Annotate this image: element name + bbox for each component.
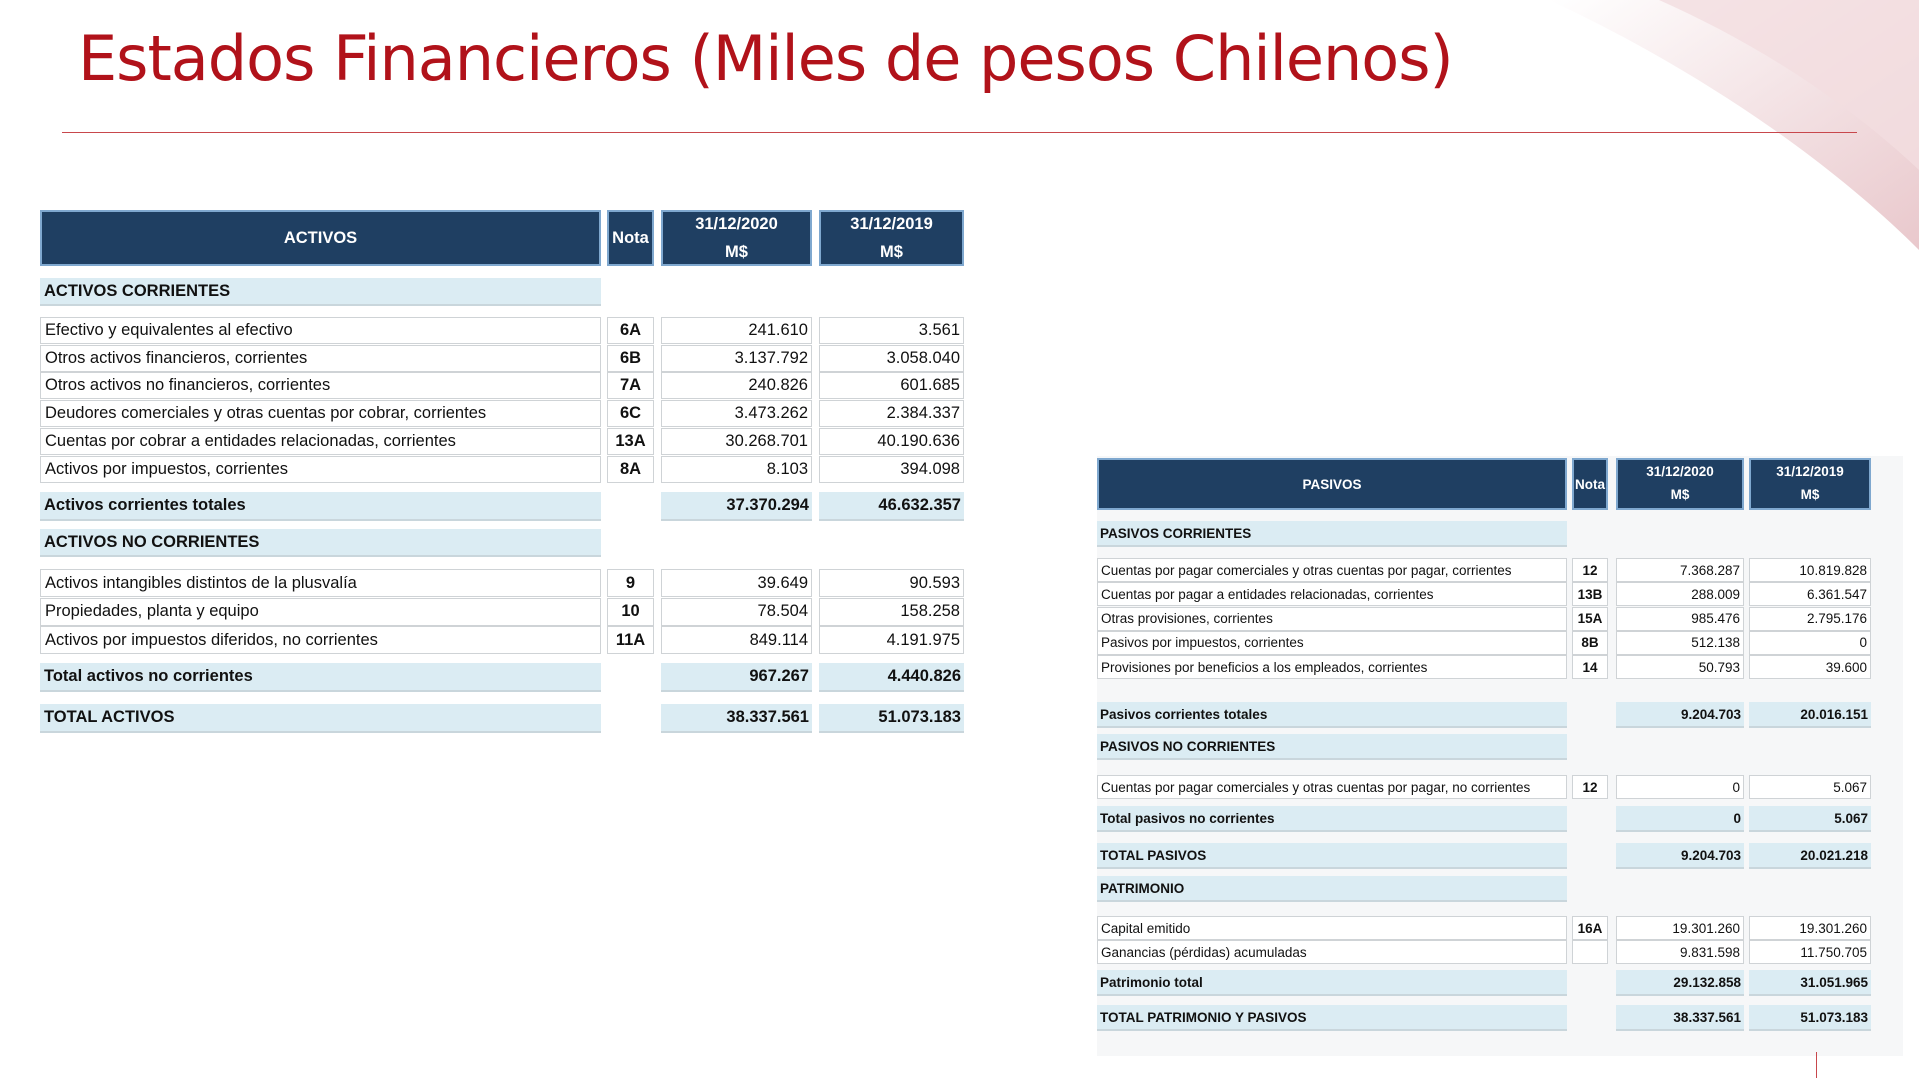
pasivos-corrientes-row-value-2020: 288.009 xyxy=(1616,582,1744,606)
pasivos-corrientes-row-label: Otras provisiones, corrientes xyxy=(1097,607,1567,631)
activos-corrientes-row-value-2020: 3.137.792 xyxy=(661,345,812,372)
activos-corrientes-row-nota: 7A xyxy=(607,372,654,399)
slide-edge-mark xyxy=(1816,1052,1817,1078)
activos-corrientes-total-2019: 46.632.357 xyxy=(819,492,964,521)
pasivos-corrientes-row-value-2020: 50.793 xyxy=(1616,655,1744,679)
activos-no-corrientes-row-value-2019: 158.258 xyxy=(819,598,964,626)
pasivos-corrientes-row-value-2020: 985.476 xyxy=(1616,607,1744,631)
activos-no-corrientes-row-label: Activos intangibles distintos de la plusvalía xyxy=(40,569,601,597)
activos-corrientes-row-label: Efectivo y equivalentes al efectivo xyxy=(40,317,601,344)
pasivos-corrientes-row-nota: 15A xyxy=(1572,607,1608,631)
activos-no-corrientes-row-value-2020: 39.649 xyxy=(661,569,812,597)
pasivos-corrientes-row-nota: 14 xyxy=(1572,655,1608,679)
pasivos-corrientes-row-label: Pasivos por impuestos, corrientes xyxy=(1097,631,1567,655)
title-divider xyxy=(62,132,1857,133)
activos-corrientes-row-value-2020: 30.268.701 xyxy=(661,428,812,455)
total-patrimonio-pasivos-2020: 38.337.561 xyxy=(1616,1005,1744,1031)
pasivos-no-corrientes-row-nota: 12 xyxy=(1572,775,1608,799)
pasivos-header-nota: Nota xyxy=(1572,458,1608,510)
pasivos-header-2020-unit: M$ xyxy=(1670,487,1690,502)
pasivos-no-corrientes-row-value-2020: 0 xyxy=(1616,775,1744,799)
pasivos-corrientes-total-2020: 9.204.703 xyxy=(1616,702,1744,728)
pasivos-corrientes-row-value-2019: 39.600 xyxy=(1749,655,1871,679)
total-pasivos-2019: 20.021.218 xyxy=(1749,843,1871,869)
activos-no-corrientes-row-value-2020: 849.114 xyxy=(661,626,812,654)
activos-no-corrientes-row-label: Propiedades, planta y equipo xyxy=(40,598,601,626)
pasivos-header-2019-date: 31/12/2019 xyxy=(1776,464,1844,480)
activos-no-corrientes-row-value-2019: 4.191.975 xyxy=(819,626,964,654)
activos-corrientes-row-label: Otros activos no financieros, corrientes xyxy=(40,372,601,399)
pasivos-corrientes-row-nota: 12 xyxy=(1572,558,1608,582)
activos-header-nota: Nota xyxy=(607,210,654,266)
pasivos-corrientes-row-value-2019: 6.361.547 xyxy=(1749,582,1871,606)
activos-no-corrientes-total-2019: 4.440.826 xyxy=(819,663,964,692)
pasivos-no-corrientes-row-value-2019: 5.067 xyxy=(1749,775,1871,799)
patrimonio-row-value-2019: 11.750.705 xyxy=(1749,940,1871,964)
activos-corrientes-total-2020: 37.370.294 xyxy=(661,492,812,521)
activos-no-corrientes-total-label: Total activos no corrientes xyxy=(40,663,601,692)
pasivos-corrientes-row-value-2020: 7.368.287 xyxy=(1616,558,1744,582)
total-activos-2019: 51.073.183 xyxy=(819,704,964,733)
activos-no-corrientes-row-nota: 9 xyxy=(607,569,654,597)
pasivos-corrientes-row-label: Provisiones por beneficios a los empleados, corrientes xyxy=(1097,655,1567,679)
total-patrimonio-pasivos-2019: 51.073.183 xyxy=(1749,1005,1871,1031)
activos-header-2020-date: 31/12/2020 xyxy=(695,214,778,233)
activos-no-corrientes-row-value-2019: 90.593 xyxy=(819,569,964,597)
pasivos-header-2020-date: 31/12/2020 xyxy=(1646,464,1714,480)
activos-header-2020 xyxy=(661,210,812,266)
pasivos-no-corrientes-total-2020: 0 xyxy=(1616,806,1744,832)
pasivos-header-2019-unit: M$ xyxy=(1800,487,1820,502)
pasivos-corrientes-total-label: Pasivos corrientes totales xyxy=(1097,702,1567,728)
activos-corrientes-row-nota: 6C xyxy=(607,400,654,427)
patrimonio-row-nota xyxy=(1572,940,1608,964)
activos-header-label: ACTIVOS xyxy=(40,210,601,266)
total-patrimonio-pasivos-label: TOTAL PATRIMONIO Y PASIVOS xyxy=(1097,1005,1567,1031)
activos-header-2019-date: 31/12/2019 xyxy=(850,214,933,233)
activos-corrientes-row-nota: 6A xyxy=(607,317,654,344)
page-title: Estados Financieros (Miles de pesos Chilenos) xyxy=(78,22,1453,95)
pasivos-no-corrientes-total-2019: 5.067 xyxy=(1749,806,1871,832)
activos-header-2019 xyxy=(819,210,964,266)
decorative-corner-swoosh xyxy=(1489,0,1919,250)
pasivos-corrientes-row-label: Cuentas por pagar comerciales y otras cuentas por pagar, corrientes xyxy=(1097,558,1567,582)
pasivos-corrientes-row-value-2019: 2.795.176 xyxy=(1749,607,1871,631)
activos-corrientes-row-label: Deudores comerciales y otras cuentas por cobrar, corrientes xyxy=(40,400,601,427)
pasivos-corrientes-row-label: Cuentas por pagar a entidades relacionadas, corrientes xyxy=(1097,582,1567,606)
pasivos-corrientes-row-value-2019: 0 xyxy=(1749,631,1871,655)
pasivos-corrientes-title: PASIVOS CORRIENTES xyxy=(1097,521,1567,547)
activos-corrientes-row-value-2019: 3.561 xyxy=(819,317,964,344)
activos-corrientes-row-value-2020: 3.473.262 xyxy=(661,400,812,427)
total-activos-label: TOTAL ACTIVOS xyxy=(40,704,601,733)
patrimonio-row-value-2020: 9.831.598 xyxy=(1616,940,1744,964)
activos-no-corrientes-row-nota: 11A xyxy=(607,626,654,654)
activos-no-corrientes-row-value-2020: 78.504 xyxy=(661,598,812,626)
activos-corrientes-row-value-2019: 601.685 xyxy=(819,372,964,399)
total-pasivos-label: TOTAL PASIVOS xyxy=(1097,843,1567,869)
patrimonio-row-value-2020: 19.301.260 xyxy=(1616,916,1744,940)
patrimonio-title: PATRIMONIO xyxy=(1097,876,1567,902)
total-pasivos-2020: 9.204.703 xyxy=(1616,843,1744,869)
total-activos-2020: 38.337.561 xyxy=(661,704,812,733)
pasivos-header-2019 xyxy=(1749,458,1871,510)
activos-header-2020-unit: M$ xyxy=(725,243,748,261)
patrimonio-row-label: Capital emitido xyxy=(1097,916,1567,940)
pasivos-corrientes-row-nota: 8B xyxy=(1572,631,1608,655)
activos-corrientes-row-label: Otros activos financieros, corrientes xyxy=(40,345,601,372)
pasivos-header-2020 xyxy=(1616,458,1744,510)
activos-header-2019-unit: M$ xyxy=(880,243,903,261)
activos-corrientes-row-value-2019: 3.058.040 xyxy=(819,345,964,372)
activos-no-corrientes-row-nota: 10 xyxy=(607,598,654,626)
patrimonio-total-2020: 29.132.858 xyxy=(1616,970,1744,996)
pasivos-corrientes-total-2019: 20.016.151 xyxy=(1749,702,1871,728)
pasivos-header-label: PASIVOS xyxy=(1097,458,1567,510)
activos-corrientes-row-nota: 13A xyxy=(607,428,654,455)
activos-corrientes-row-nota: 6B xyxy=(607,345,654,372)
activos-corrientes-total-label: Activos corrientes totales xyxy=(40,492,601,521)
activos-corrientes-row-value-2020: 241.610 xyxy=(661,317,812,344)
pasivos-corrientes-row-value-2020: 512.138 xyxy=(1616,631,1744,655)
activos-corrientes-row-label: Activos por impuestos, corrientes xyxy=(40,456,601,483)
activos-corrientes-row-value-2020: 240.826 xyxy=(661,372,812,399)
activos-corrientes-row-nota: 8A xyxy=(607,456,654,483)
patrimonio-total-label: Patrimonio total xyxy=(1097,970,1567,996)
activos-corrientes-row-label: Cuentas por cobrar a entidades relacionadas, corrientes xyxy=(40,428,601,455)
pasivos-no-corrientes-title: PASIVOS NO CORRIENTES xyxy=(1097,734,1567,760)
pasivos-corrientes-row-nota: 13B xyxy=(1572,582,1608,606)
activos-corrientes-title: ACTIVOS CORRIENTES xyxy=(40,278,601,306)
activos-corrientes-row-value-2019: 2.384.337 xyxy=(819,400,964,427)
pasivos-no-corrientes-row-label: Cuentas por pagar comerciales y otras cuentas por pagar, no corrientes xyxy=(1097,775,1567,799)
pasivos-corrientes-row-value-2019: 10.819.828 xyxy=(1749,558,1871,582)
patrimonio-row-label: Ganancias (pérdidas) acumuladas xyxy=(1097,940,1567,964)
patrimonio-total-2019: 31.051.965 xyxy=(1749,970,1871,996)
activos-no-corrientes-row-label: Activos por impuestos diferidos, no corrientes xyxy=(40,626,601,654)
patrimonio-row-nota: 16A xyxy=(1572,916,1608,940)
pasivos-no-corrientes-total-label: Total pasivos no corrientes xyxy=(1097,806,1567,832)
activos-no-corrientes-title: ACTIVOS NO CORRIENTES xyxy=(40,529,601,557)
activos-corrientes-row-value-2019: 40.190.636 xyxy=(819,428,964,455)
patrimonio-row-value-2019: 19.301.260 xyxy=(1749,916,1871,940)
activos-corrientes-row-value-2019: 394.098 xyxy=(819,456,964,483)
activos-no-corrientes-total-2020: 967.267 xyxy=(661,663,812,692)
activos-corrientes-row-value-2020: 8.103 xyxy=(661,456,812,483)
